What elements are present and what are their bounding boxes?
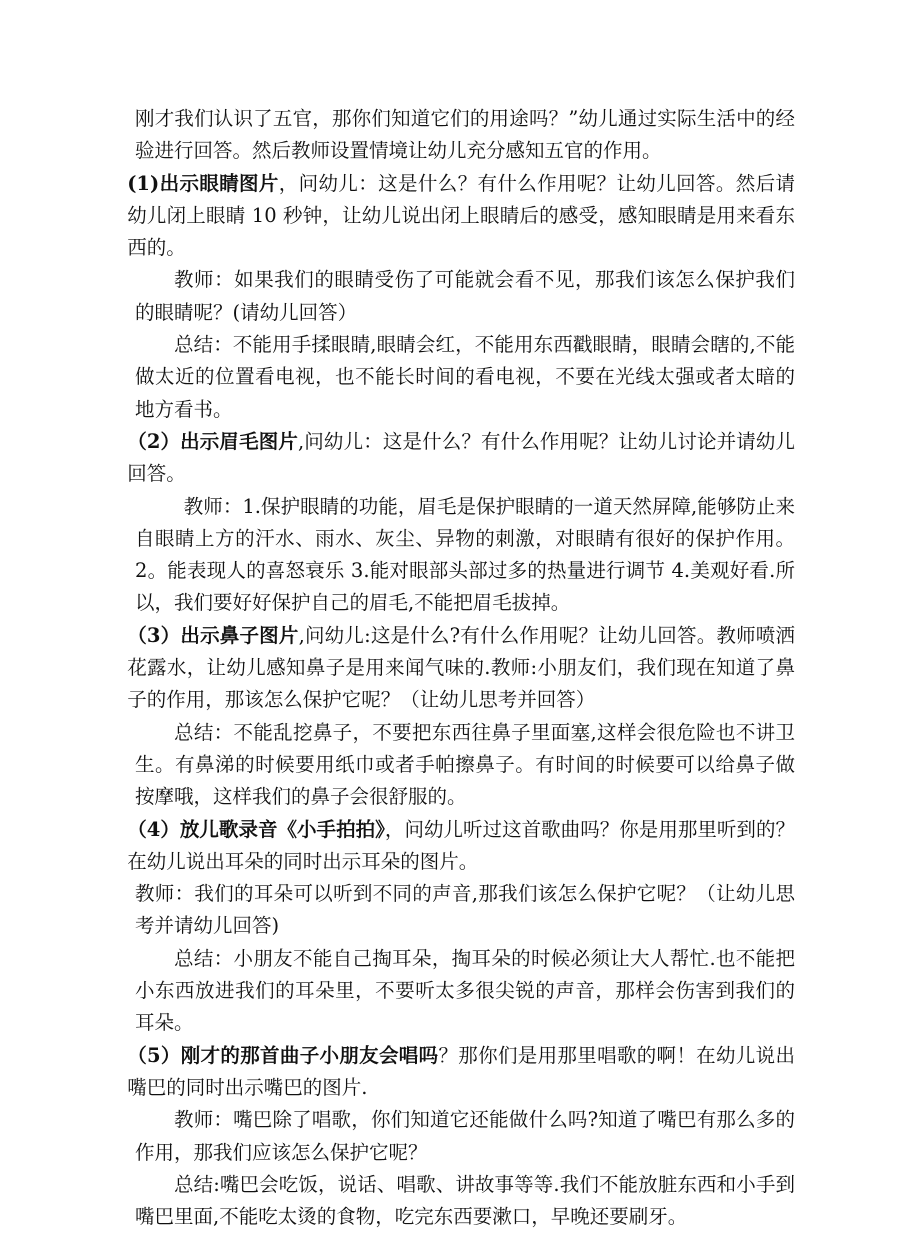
nose-summary-text: 总结：不能乱挖鼻子，不要把东西往鼻子里面塞,这样会很危险也不讲卫生。有鼻涕的时候要用纸巾或者手帕擦鼻子。有时间的时候要可以给鼻子做按摩哦，这样我们的鼻子会很舒服的。 — [135, 720, 795, 809]
eyes-heading-text: ，问幼儿：这是什么？有什么作用呢？让幼儿回答。然后请幼儿闭上眼睛 10 秒钟，让幼儿说出闭上眼睛后的感受，感知眼睛是用来看东西的。 — [127, 171, 795, 260]
eyebrows-heading-bold: （2）出示眉毛图片 — [127, 429, 298, 453]
ears-heading-text: ，问幼儿听过这首歌曲吗？你是用那里听到的？在幼儿说出耳朵的同时出示耳朵的图片。 — [127, 817, 795, 873]
eyes-heading-bold: (1)出示眼睛图片 — [127, 171, 279, 195]
document-body — [127, 103, 795, 1233]
mouth-teacher-text: 教师：嘴巴除了唱歌，你们知道它还能做什么吗?知道了嘴巴有那么多的作用，那我们应该怎么保护它呢？ — [135, 1108, 795, 1164]
paragraph-ears-heading — [127, 814, 795, 879]
paragraph-eyes-teacher — [135, 264, 795, 329]
eyebrows-teacher-text: 教师：1.保护眼睛的功能，眉毛是保护眼睛的一道天然屏障,能够防止来自眼睛上方的汗水、雨水、灰尘、异物的刺激，对眼睛有很好的保护作用。 2。能表现人的喜怒衰乐 3.能对眼部头部过多的热量进行调节 4.美观好看.所以，我们要好好保护自己的眉毛,不能把眉毛拔掉。 — [135, 494, 795, 615]
paragraph-mouth-teacher — [135, 1104, 795, 1169]
mouth-summary-text: 总结:嘴巴会吃饭，说话、唱歌、讲故事等等.我们不能放脏东西和小手到嘴巴里面,不能吃太烫的食物，吃完东西要漱口，早晚还要刷牙。 — [135, 1172, 795, 1229]
paragraph-eyes-summary — [135, 329, 795, 426]
paragraph-nose-heading — [127, 620, 795, 717]
paragraph-ears-teacher — [135, 878, 795, 943]
paragraph-eyebrows-teacher — [135, 491, 795, 620]
eyes-teacher-text: 教师：如果我们的眼睛受伤了可能就会看不见，那我们该怎么保护我们的眼睛呢？(请幼儿回答） — [135, 268, 795, 324]
ears-teacher-text: 教师：我们的耳朵可以听到不同的声音,那我们该怎么保护它呢？（让幼儿思考并请幼儿回答) — [135, 882, 795, 938]
nose-heading-text: ,问幼儿:这是什么?有什么作用呢？让幼儿回答。教师喷洒花露水，让幼儿感知鼻子是用来闻气味的.教师:小朋友们，我们现在知道了鼻子的作用，那该怎么保护它呢？（让幼儿思考并回答） — [127, 623, 795, 712]
paragraph-mouth-heading — [127, 1040, 795, 1105]
eyes-summary-text: 总结：不能用手揉眼睛,眼睛会红，不能用东西戳眼睛，眼睛会瞎的,不能做太近的位置看电视，也不能长时间的看电视，不要在光线太强或者太暗的地方看书。 — [135, 333, 795, 421]
nose-heading-bold: （3）出示鼻子图片 — [127, 623, 299, 647]
paragraph-ears-summary — [135, 943, 795, 1040]
paragraph-eyebrows-heading — [127, 426, 795, 491]
paragraph-1-text: 刚才我们认识了五官，那你们知道它们的用途吗？”幼儿通过实际生活中的经验进行回答。然后教师设置情境让幼儿充分感知五官的作用。 — [135, 107, 795, 163]
ears-heading-bold: （4）放儿歌录音《小手拍拍》 — [127, 817, 385, 841]
eyebrows-heading-text: ,问幼儿：这是什么？有什么作用呢？让幼儿讨论并请幼儿回答。 — [127, 429, 795, 486]
mouth-heading-bold: （5）刚才的那首曲子小朋友会唱吗 — [127, 1043, 439, 1067]
ears-summary-text: 总结：小朋友不能自己掏耳朵，掏耳朵的时候必须让大人帮忙.也不能把小东西放进我们的耳朵里，不要听太多很尖锐的声音，那样会伤害到我们的耳朵。 — [135, 946, 795, 1035]
paragraph-1 — [135, 103, 795, 168]
mouth-heading-text: ？那你们是用那里唱歌的啊！在幼儿说出嘴巴的同时出示嘴巴的图片. — [127, 1043, 795, 1099]
paragraph-eyes-heading — [127, 168, 795, 265]
paragraph-nose-summary — [135, 717, 795, 814]
paragraph-mouth-summary — [135, 1169, 795, 1233]
